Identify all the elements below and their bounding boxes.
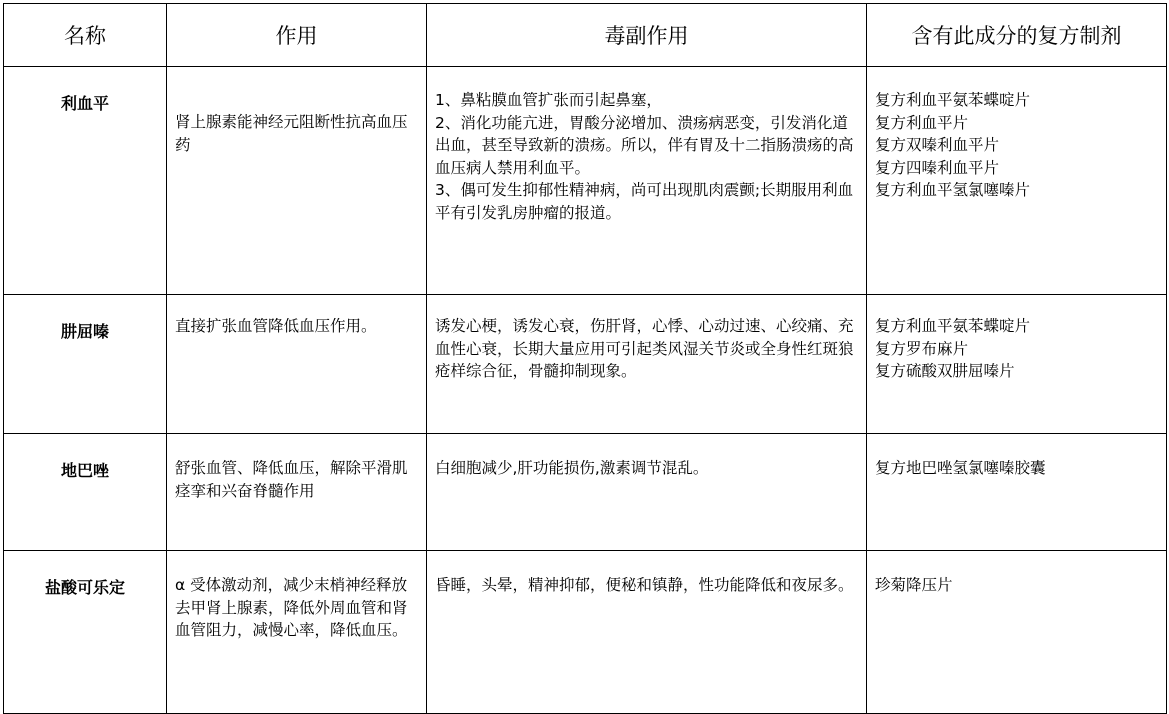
drug-effect: 直接扩张血管降低血压作用。 xyxy=(167,295,427,434)
drug-table xyxy=(3,3,1167,714)
header-compounds: 含有此成分的复方制剂 xyxy=(867,4,1167,67)
drug-effect: α 受体激动剂，减少末梢神经释放去甲肾上腺素，降低外周血管和肾血管阻力，减慢心率，降低血压。 xyxy=(167,551,427,714)
drug-side-effects: 诱发心梗，诱发心衰，伤肝肾，心悸、心动过速、心绞痛、充血性心衰，长期大量应用可引起类风湿关节炎或全身性红斑狼疮样综合征，骨髓抑制现象。 xyxy=(427,295,867,434)
table-row xyxy=(4,295,1167,434)
drug-name: 地巴唑 xyxy=(4,434,167,551)
drug-compounds: 复方利血平氨苯蝶啶片 复方利血平片 复方双嗪利血平片 复方四嗪利血平片 复方利血平氢氯噻嗪片 xyxy=(867,67,1167,295)
drug-name: 盐酸可乐定 xyxy=(4,551,167,714)
drug-compounds: 复方利血平氨苯蝶啶片 复方罗布麻片 复方硫酸双肼屈嗪片 xyxy=(867,295,1167,434)
header-row xyxy=(4,4,1167,67)
table-row xyxy=(4,67,1167,295)
header-name: 名称 xyxy=(4,4,167,67)
drug-name: 利血平 xyxy=(4,67,167,295)
drug-effect: 肾上腺素能神经元阻断性抗高血压药 xyxy=(167,67,427,295)
drug-compounds: 珍菊降压片 xyxy=(867,551,1167,714)
table-row xyxy=(4,551,1167,714)
drug-effect: 舒张血管、降低血压，解除平滑肌痉挛和兴奋脊髓作用 xyxy=(167,434,427,551)
drug-side-effects: 昏睡，头晕，精神抑郁，便秘和镇静，性功能降低和夜尿多。 xyxy=(427,551,867,714)
drug-name: 肼屈嗪 xyxy=(4,295,167,434)
header-effect: 作用 xyxy=(167,4,427,67)
header-side-effects: 毒副作用 xyxy=(427,4,867,67)
drug-side-effects: 白细胞减少,肝功能损伤,激素调节混乱。 xyxy=(427,434,867,551)
drug-compounds: 复方地巴唑氢氯噻嗪胶囊 xyxy=(867,434,1167,551)
table-row xyxy=(4,434,1167,551)
drug-side-effects: 1、鼻粘膜血管扩张而引起鼻塞， 2、消化功能亢进，胃酸分泌增加、溃疡病恶变，引发消化道出血，甚至导致新的溃疡。所以，伴有胃及十二指肠溃疡的高血压病人禁用利血平。 3、偶可发生抑郁性精神病，尚可出现肌肉震颤;长期服用利血平有引发乳房肿瘤的报道。 xyxy=(427,67,867,295)
